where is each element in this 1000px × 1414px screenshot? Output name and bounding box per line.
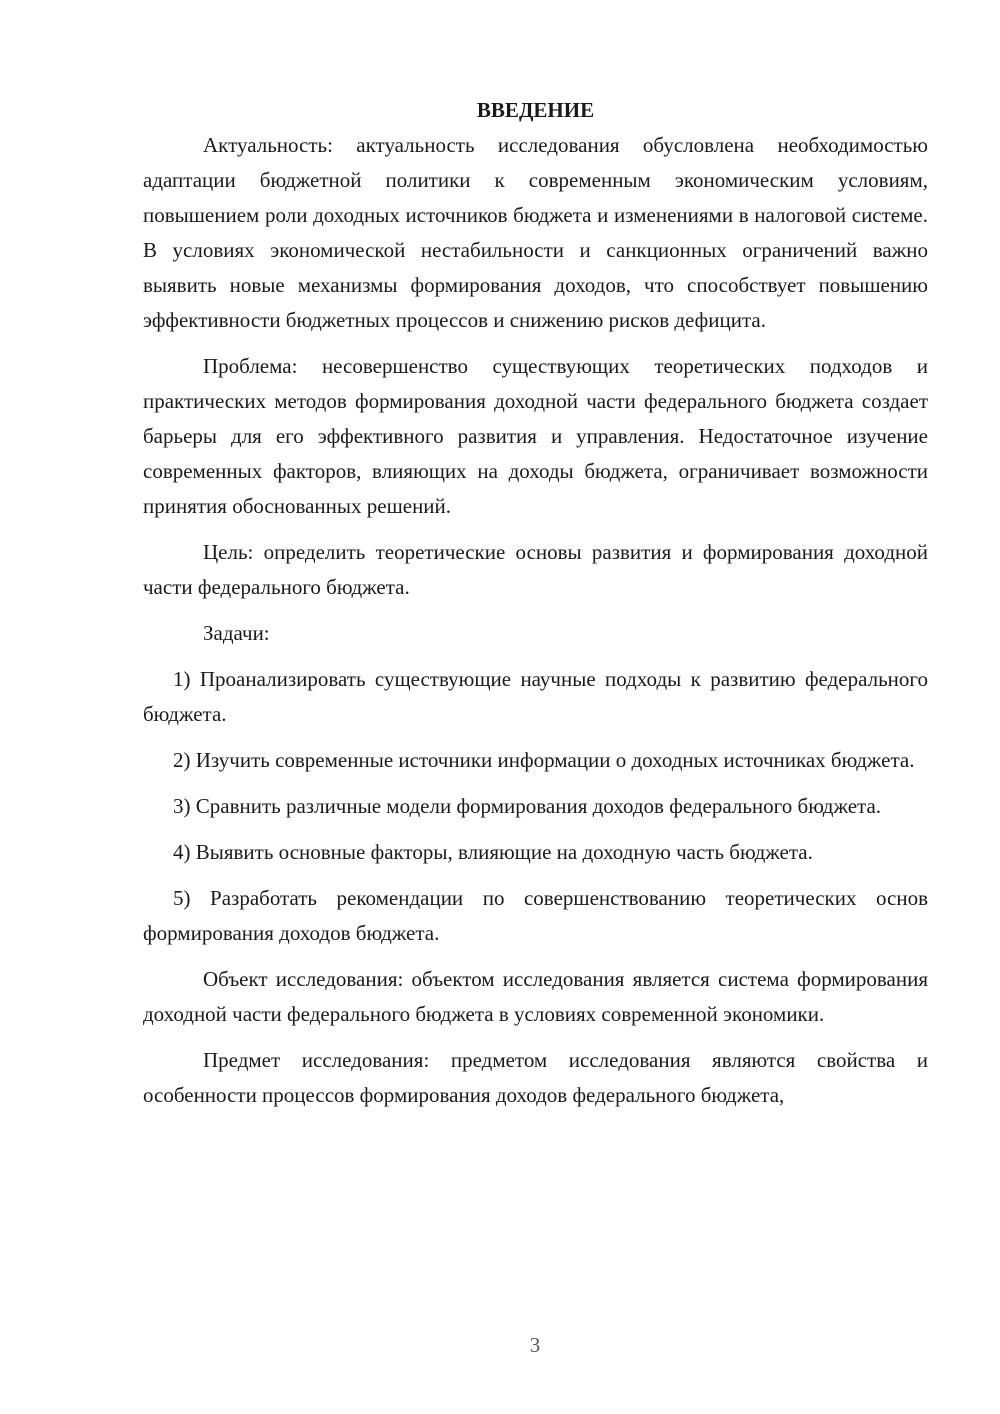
section-heading: ВВЕДЕНИЕ <box>476 98 595 122</box>
paragraph-subject: Предмет исследования: предметом исследования являются свойства и особенности процессов формирования доходов федерального бюджета, <box>143 1048 928 1107</box>
paragraph-object: Объект исследования: объектом исследования является система формирования доходной части федерального бюджета в условиях современной экономики. <box>143 967 928 1026</box>
task-item: 3) Сравнить различные модели формирования доходов федерального бюджета. <box>173 794 882 818</box>
page-number: 3 <box>529 1333 541 1357</box>
task-item: 5) Разработать рекомендации по совершенствованию теоретических основ формирования доходов бюджета. <box>143 886 928 945</box>
page-content <box>143 93 928 1124</box>
task-item: 1) Проанализировать существующие научные подходы к развитию федерального бюджета. <box>143 667 928 726</box>
paragraph-problem: Проблема: несовершенство существующих теоретических подходов и практических методов формирования доходной части федерального бюджета создает барьеры для его эффективного развития и управления. Недостаточное изучение современных факторов, влияющих на доходы бюджета, ограничивает возможности принятия обоснованных решений. <box>143 354 928 518</box>
task-item: 2) Изучить современные источники информации о доходных источниках бюджета. <box>173 748 915 772</box>
tasks-label: Задачи: <box>203 621 270 645</box>
paragraph-relevance: Актуальность: актуальность исследования обусловлена необходимостью адаптации бюджетной политики к современным экономическим условиям, повышением роли доходных источников бюджета и изменениями в налоговой системе. В условиях экономической нестабильности и санкционных ограничений важно выявить новые механизмы формирования доходов, что способствует повышению эффективности бюджетных процессов и снижению рисков дефицита. <box>143 133 928 332</box>
paragraph-goal: Цель: определить теоретические основы развития и формирования доходной части федерального бюджета. <box>143 540 928 599</box>
task-item: 4) Выявить основные факторы, влияющие на доходную часть бюджета. <box>173 840 813 864</box>
